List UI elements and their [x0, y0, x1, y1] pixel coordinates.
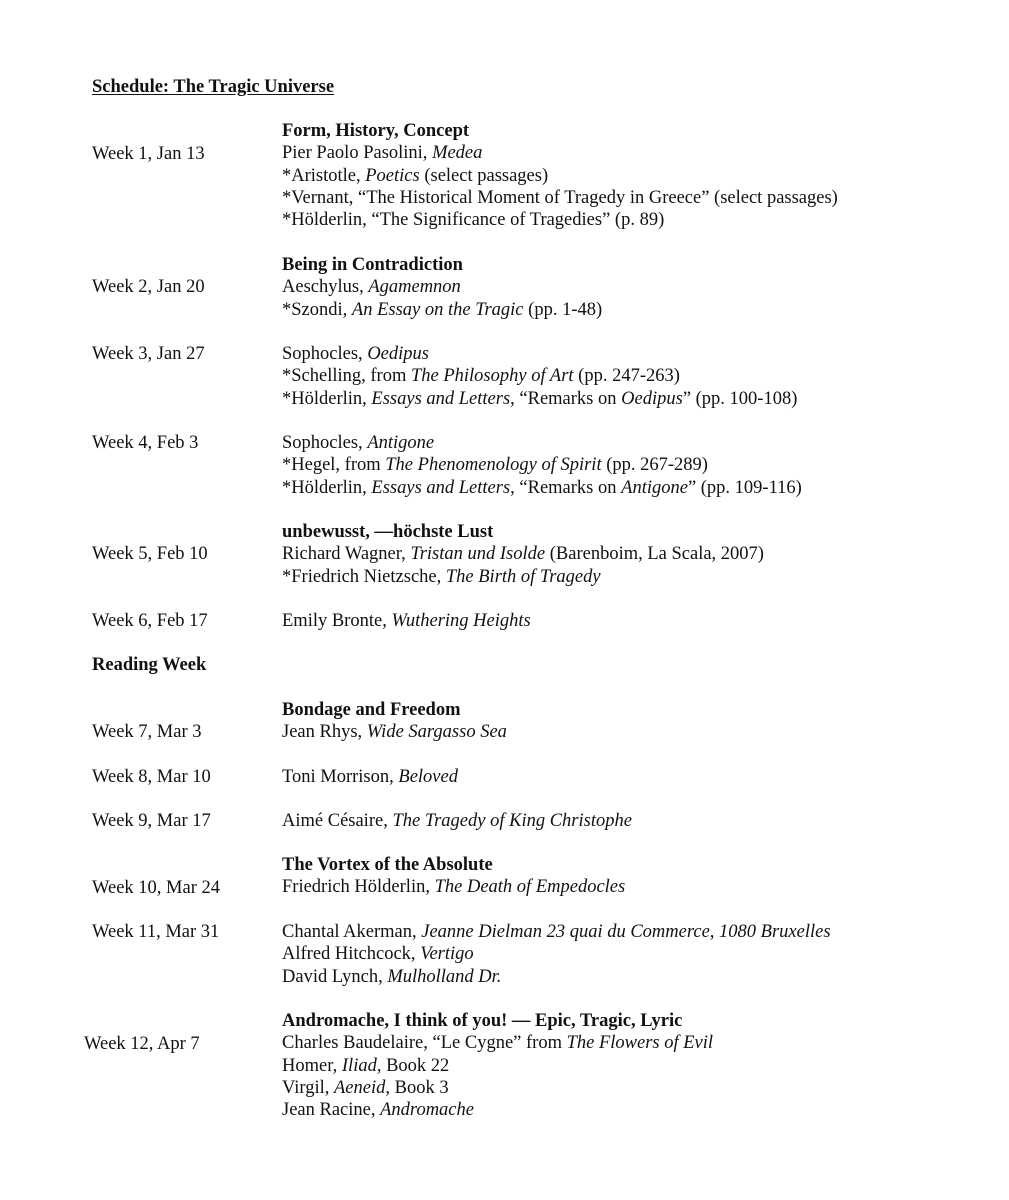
week-entries: [282, 766, 458, 788]
reading-week-label: Reading Week: [92, 655, 207, 675]
week-entries: [282, 1010, 713, 1121]
week-label: Week 7, Mar 3: [92, 722, 202, 742]
reading-item: David Lynch, Mulholland Dr.: [282, 966, 502, 987]
week-label: Week 6, Feb 17: [92, 611, 208, 631]
week-label: Week 4, Feb 3: [92, 433, 199, 453]
week-label: Week 1, Jan 13: [92, 144, 205, 164]
week-entries: [282, 254, 602, 321]
week-label: Week 9, Mar 17: [92, 811, 211, 831]
section-heading: The Vortex of the Absolute: [282, 855, 493, 875]
reading-item: Aimé Césaire, The Tragedy of King Christophe: [282, 811, 632, 831]
week-label: Week 3, Jan 27: [92, 344, 205, 364]
reading-item: Richard Wagner, Tristan und Isolde (Barenboim, La Scala, 2007): [282, 544, 764, 565]
reading-item: Alfred Hitchcock, Vertigo: [282, 944, 474, 965]
week-entries: [282, 854, 625, 899]
reading-item: *Hölderlin, Essays and Letters, “Remarks on Oedipus” (pp. 100-108): [282, 388, 798, 409]
week-entries: [282, 343, 797, 410]
reading-item: Emily Bronte, Wuthering Heights: [282, 611, 531, 631]
week-entries: [282, 699, 507, 744]
week-entries: [282, 521, 764, 588]
reading-item: *Vernant, “The Historical Moment of Tragedy in Greece” (select passages): [282, 187, 838, 208]
week-label: Week 5, Feb 10: [92, 544, 208, 564]
week-label: Week 2, Jan 20: [92, 277, 205, 297]
section-heading: Form, History, Concept: [282, 121, 470, 141]
reading-item: Charles Baudelaire, “Le Cygne” from The Flowers of Evil: [282, 1033, 714, 1054]
week-label: Week 8, Mar 10: [92, 767, 211, 787]
section-heading: Bondage and Freedom: [282, 700, 461, 720]
reading-item: Pier Paolo Pasolini, Medea: [282, 143, 483, 164]
week-label: Week 10, Mar 24: [92, 878, 220, 898]
week-label: Week 11, Mar 31: [92, 922, 220, 942]
reading-item: Chantal Akerman, Jeanne Dielman 23 quai du Commerce, 1080 Bruxelles: [282, 922, 831, 942]
section-heading: Being in Contradiction: [282, 255, 463, 275]
week-entries: [282, 610, 531, 632]
week-entries: [282, 810, 632, 832]
section-heading: unbewusst, —höchste Lust: [282, 522, 494, 542]
reading-item: Homer, Iliad, Book 22: [282, 1055, 450, 1076]
reading-item: Jean Racine, Andromache: [282, 1100, 474, 1121]
reading-item: *Hölderlin, Essays and Letters, “Remarks on Antigone” (pp. 109-116): [282, 477, 802, 498]
reading-item: *Friedrich Nietzsche, The Birth of Tragedy: [282, 566, 601, 587]
reading-item: *Hegel, from The Phenomenology of Spirit (pp. 267-289): [282, 455, 708, 476]
reading-item: Friedrich Hölderlin, The Death of Empedocles: [282, 877, 626, 898]
schedule-title: Schedule: The Tragic Universe: [92, 77, 335, 97]
reading-item: Sophocles, Antigone: [282, 433, 435, 453]
reading-item: Jean Rhys, Wide Sargasso Sea: [282, 722, 507, 743]
week-entries: [282, 120, 838, 231]
reading-item: *Hölderlin, “The Significance of Tragedies” (p. 89): [282, 210, 665, 231]
section-heading: Andromache, I think of you! — Epic, Tragic, Lyric: [282, 1011, 683, 1031]
reading-item: *Schelling, from The Philosophy of Art (pp. 247-263): [282, 366, 680, 387]
week-label: Week 12, Apr 7: [84, 1034, 200, 1054]
reading-item: Toni Morrison, Beloved: [282, 767, 458, 787]
week-entries: [282, 432, 802, 499]
reading-item: Sophocles, Oedipus: [282, 344, 429, 364]
reading-item: *Aristotle, Poetics (select passages): [282, 165, 549, 186]
reading-item: *Szondi, An Essay on the Tragic (pp. 1-48): [282, 299, 603, 320]
reading-item: Aeschylus, Agamemnon: [282, 277, 461, 298]
week-entries: [282, 921, 831, 988]
reading-item: Virgil, Aeneid, Book 3: [282, 1077, 449, 1098]
